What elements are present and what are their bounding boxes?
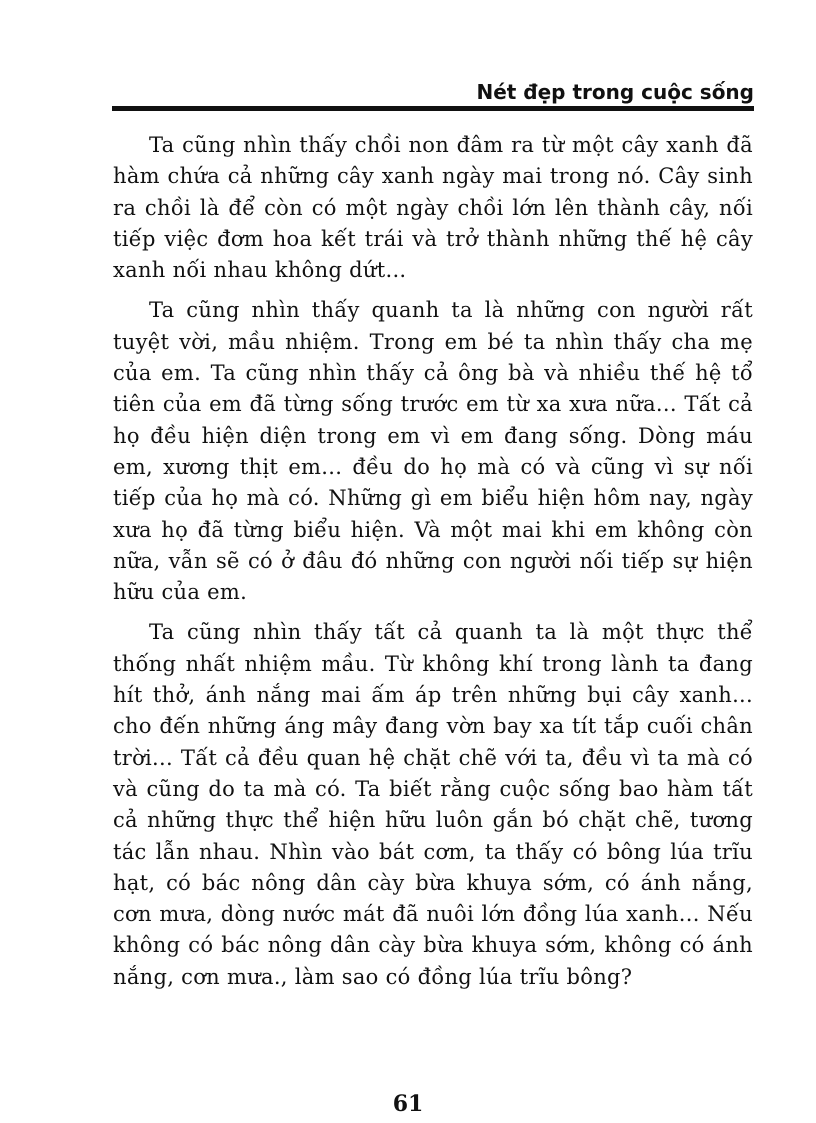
page-number: 61 — [392, 1091, 424, 1117]
paragraph-3: Ta cũng nhìn thấy tất cả quanh ta là một thực thể thống nhất nhiệm mầu. Từ không khí trong lành ta đang hít thở, ánh nắng mai ấm áp trên những bụi cây xanh... cho đến những áng mây đang vờn bay xa tít tắp cuối chân trời... Tất cả đều quan hệ chặt chẽ với ta, đều vì ta mà có và cũng do ta mà có. Ta biết rằng cuộc sống bao hàm tất cả những thực thể hiện hữu luôn gắn bó chặt chẽ, tương tác lẫn nhau. Nhìn vào bát cơm, ta thấy có bông lúa trĩu hạt, có bác nông dân cày bừa khuya sớm, có ánh nắng, cơn mưa, dòng nước mát đã nuôi lớn đồng lúa xanh... Nếu không có bác nông dân cày bừa khuya sớm, không có ánh nắng, cơn mưa., làm sao có đồng lúa trĩu bông? — [113, 620, 753, 989]
paragraph-2: Ta cũng nhìn thấy quanh ta là những con người rất tuyệt vời, mầu nhiệm. Trong em bé ta nhìn thấy cha mẹ của em. Ta cũng nhìn thấy cả ông bà và nhiều thế hệ tổ tiên của em đã từng sống trước em từ xa xưa nữa... Tất cả họ đều hiện diện trong em vì em đang sống. Dòng máu em, xương thịt em... đều do họ mà có và cũng vì sự nối tiếp của họ mà có. Những gì em biểu hiện hôm nay, ngày xưa họ đã từng biểu hiện. Và một mai khi em không còn nữa, vẫn sẽ có ở đâu đó những con người nối tiếp sự hiện hữu của em. — [113, 298, 753, 605]
body-text — [113, 130, 753, 1002]
header-rule — [112, 106, 754, 111]
paragraph-1: Ta cũng nhìn thấy chồi non đâm ra từ một cây xanh đã hàm chứa cả những cây xanh ngày mai trong nó. Cây sinh ra chồi là để còn có một ngày chồi lớn lên thành cây, nối tiếp việc đơm hoa kết trái và trở thành những thế hệ cây xanh nối nhau không dứt... — [113, 133, 753, 283]
running-header: Nét đẹp trong cuộc sống — [476, 80, 754, 104]
